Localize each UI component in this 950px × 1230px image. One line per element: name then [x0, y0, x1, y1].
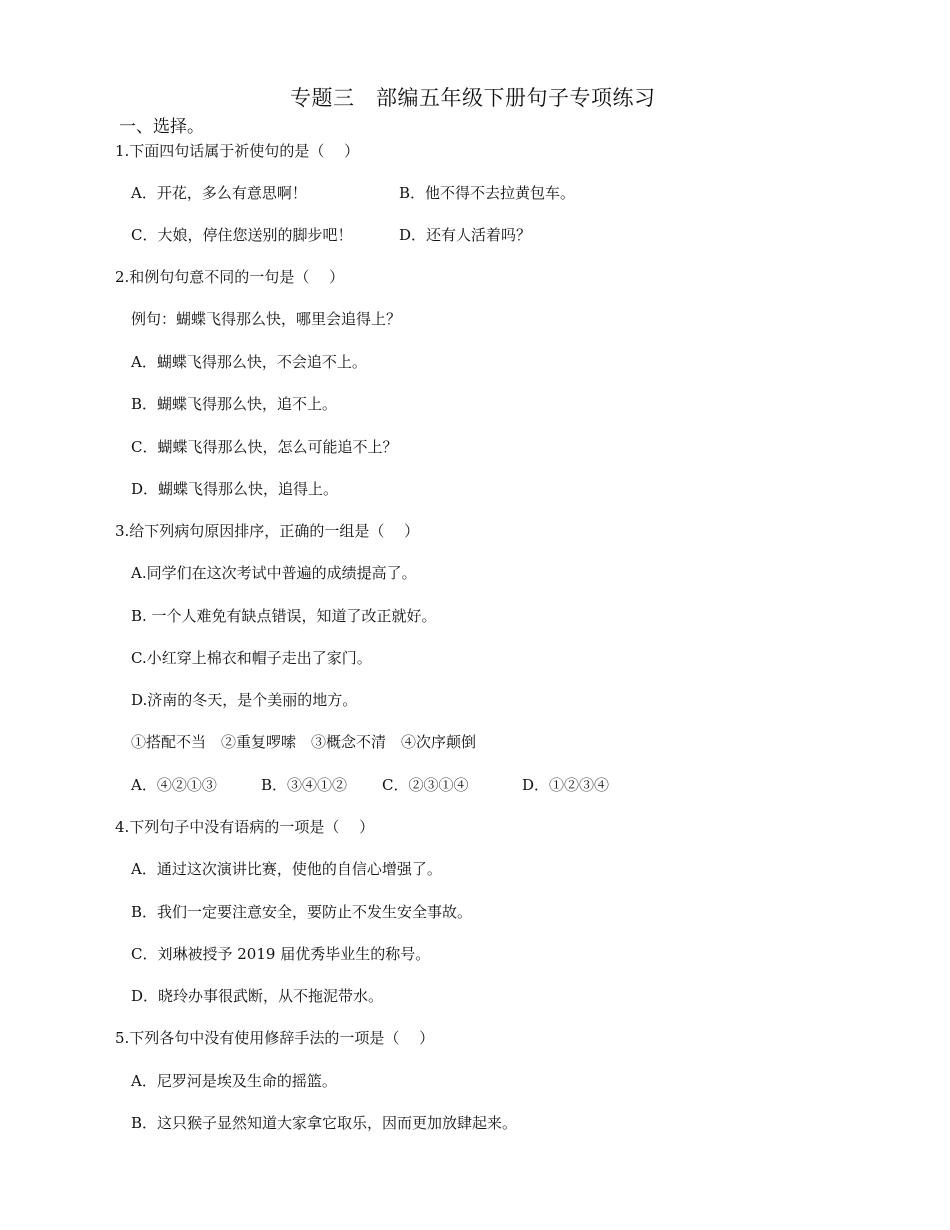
question-3-reasons: ①搭配不当 ②重复啰嗦 ③概念不清 ④次序颠倒: [131, 733, 477, 751]
question-2-option-c: C．蝴蝶飞得那么快，怎么可能追不上？: [131, 438, 398, 456]
question-3-choice-d: D．①②③④: [522, 776, 610, 794]
question-5-option-a: A．尼罗河是埃及生命的摇篮。: [131, 1072, 337, 1090]
question-1-option-c: C．大娘，停住您送别的脚步吧！: [131, 226, 353, 244]
question-3-sentence-b: B. 一个人难免有缺点错误，知道了改正就好。: [131, 607, 437, 625]
question-2-option-d: D．蝴蝶飞得那么快，追得上。: [131, 480, 339, 498]
question-3-choice-a: A．④②①③: [131, 776, 217, 794]
question-1-option-b: B．他不得不去拉黄包车。: [399, 184, 576, 202]
question-3-choice-c: C．②③①④: [382, 776, 469, 794]
question-2-option-b: B．蝴蝶飞得那么快，追不上。: [131, 395, 338, 413]
question-1-stem: 1.下面四句话属于祈使句的是（ ）: [115, 142, 360, 160]
question-3-sentence-c: C.小红穿上棉衣和帽子走出了家门。: [131, 649, 372, 667]
question-4-stem: 4.下列句子中没有语病的一项是（ ）: [115, 818, 375, 836]
question-3-choice-b: B．③④①②: [261, 776, 348, 794]
question-2-example: 例句：蝴蝶飞得那么快，哪里会追得上？: [131, 310, 402, 328]
question-2-option-a: A．蝴蝶飞得那么快，不会追不上。: [131, 353, 367, 371]
question-3-sentence-a: A.同学们在这次考试中普遍的成绩提高了。: [131, 564, 417, 582]
question-4-option-d: D．晓玲办事很武断，从不拖泥带水。: [131, 987, 384, 1005]
question-4-option-b: B．我们一定要注意安全，要防止不发生安全事故。: [131, 903, 473, 921]
question-3-stem: 3.给下列病句原因排序，正确的一组是（ ）: [115, 522, 420, 540]
question-1-option-a: A．开花，多么有意思啊！: [131, 184, 307, 202]
question-3-sentence-d: D.济南的冬天，是个美丽的地方。: [131, 691, 358, 709]
question-4-option-c: C．刘琳被授予 2019 届优秀毕业生的称号。: [131, 945, 431, 963]
question-2-stem: 2.和例句句意不同的一句是（ ）: [115, 268, 345, 286]
question-5-option-b: B．这只猴子显然知道大家拿它取乐，因而更加放肆起来。: [131, 1114, 518, 1132]
page-title: 专题三 部编五年级下册句子专项练习: [290, 86, 656, 110]
section-heading: 一、选择。: [119, 117, 204, 137]
question-5-stem: 5.下列各句中没有使用修辞手法的一项是（ ）: [115, 1029, 435, 1047]
question-4-option-a: A．通过这次演讲比赛，使他的自信心增强了。: [131, 860, 442, 878]
question-1-option-d: D．还有人活着吗？: [399, 226, 532, 244]
